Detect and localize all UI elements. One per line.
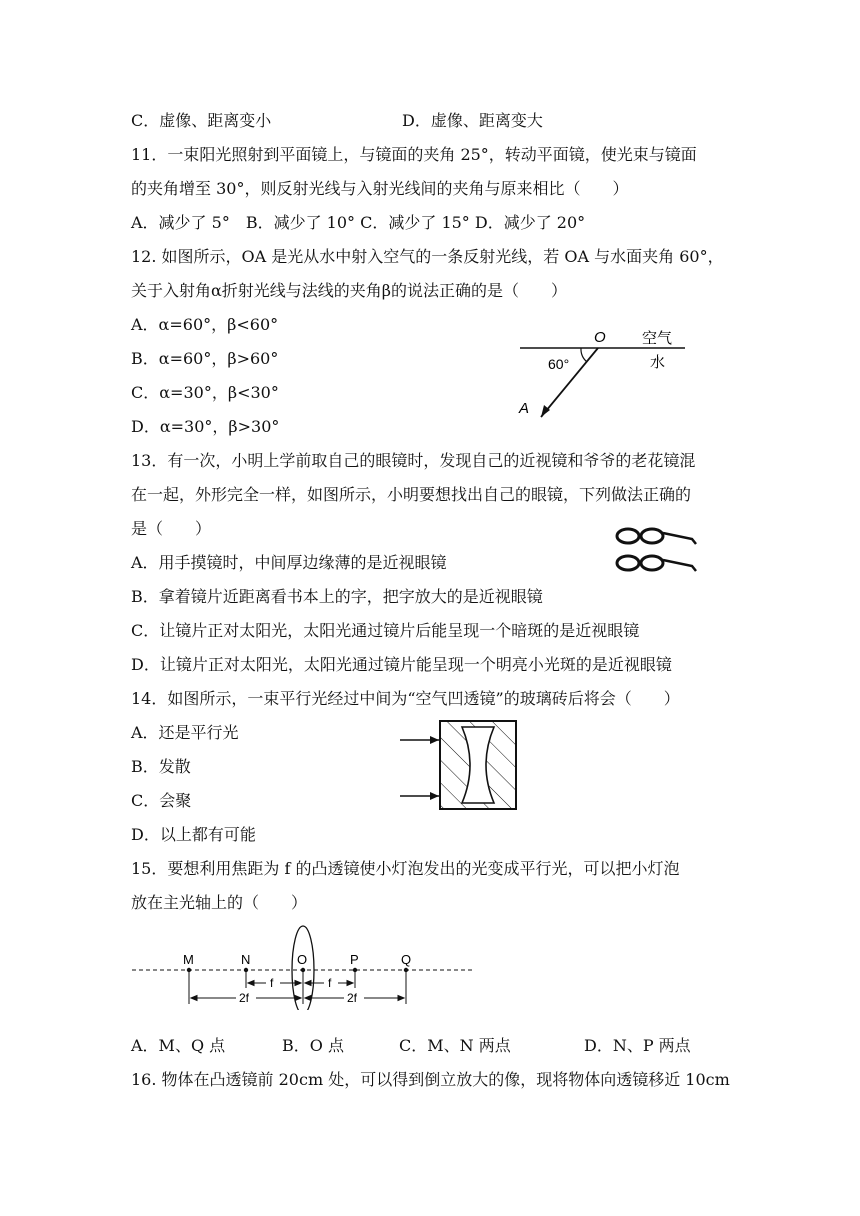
label-water: 水 <box>650 354 666 371</box>
label-o: O <box>297 952 308 967</box>
label-m: M <box>183 952 194 967</box>
ray-bottom-arrowhead <box>430 792 439 800</box>
q13-stem-line1: 13．有一次，小明上学前取自己的眼镜时，发现自己的近视镜和爷爷的老花镜混 <box>131 451 696 470</box>
q12-refraction-figure <box>515 322 690 422</box>
label-p: P <box>350 952 359 967</box>
q13-stem-line3: 是（ ） <box>131 519 212 538</box>
glasses-top-icon <box>617 529 696 544</box>
q13-option-b: B．拿着镜片近距离看书本上的字，把字放大的是近视眼镜 <box>131 587 543 606</box>
label-n: N <box>241 952 251 967</box>
label-2f-left: 2f <box>239 991 250 1005</box>
q11-stem-line2: 的夹角增至 30°，则反射光线与入射光线间的夹角与原来相比（ ） <box>131 179 629 198</box>
label-o: O <box>594 329 606 346</box>
label-f-left: f <box>270 976 274 990</box>
point-o <box>301 968 305 972</box>
point-p <box>353 968 357 972</box>
q14-option-a: A．还是平行光 <box>131 723 239 742</box>
point-n <box>244 968 248 972</box>
q13-stem-line2: 在一起，外形完全一样，如图所示，小明要想找出自己的眼镜，下列做法正确的 <box>131 485 692 504</box>
point-m <box>187 968 191 972</box>
q12-option-b: B．α=60°，β>60° <box>131 349 279 368</box>
ray-top-arrowhead <box>430 736 439 744</box>
q15-option-d: D．N、P 两点 <box>584 1036 691 1055</box>
label-2f-right: 2f <box>347 991 358 1005</box>
q13-option-d: D．让镜片正对太阳光，太阳光通过镜片能呈现一个明亮小光斑的是近视眼镜 <box>131 655 672 674</box>
q12-option-d: D．α=30°，β>30° <box>131 417 280 436</box>
q14-stem-line1: 14．如图所示，一束平行光经过中间为“空气凹透镜”的玻璃砖后将会（ ） <box>131 689 680 708</box>
q12-stem-line1: 12. 如图所示，OA 是光从水中射入空气的一条反射光线，若 OA 与水面夹角 60°， <box>131 247 724 266</box>
q10-option-d: D．虚像、距离变大 <box>402 111 543 130</box>
q12-option-c: C．α=30°，β<30° <box>131 383 279 402</box>
label-air: 空气 <box>642 330 673 347</box>
q14-option-b: B．发散 <box>131 757 191 776</box>
q15-option-b: B．O 点 <box>282 1036 344 1055</box>
q14-option-c: C．会聚 <box>131 791 192 810</box>
label-60-degrees: 60° <box>548 356 570 372</box>
q13-glasses-figure <box>612 522 698 580</box>
q10-option-c: C．虚像、距离变小 <box>131 111 272 130</box>
glasses-bottom-icon <box>617 556 696 571</box>
label-a: A <box>519 400 530 417</box>
point-q <box>404 968 408 972</box>
q11-stem-line1: 11．一束阳光照射到平面镜上，与镜面的夹角 25°，转动平面镜，使光束与镜面 <box>131 145 697 164</box>
q15-option-c: C．M、N 两点 <box>399 1036 511 1055</box>
q13-option-c: C．让镜片正对太阳光，太阳光通过镜片后能呈现一个暗斑的是近视眼镜 <box>131 621 640 640</box>
q15-stem-line2: 放在主光轴上的（ ） <box>131 893 308 912</box>
q15-option-a: A．M、Q 点 <box>131 1036 226 1055</box>
label-q: Q <box>401 952 412 967</box>
q13-option-a: A．用手摸镜时，中间厚边缘薄的是近视眼镜 <box>131 553 447 572</box>
q14-option-d: D．以上都有可能 <box>131 825 256 844</box>
q14-glass-brick-figure <box>398 718 520 812</box>
q15-lens-axis-figure <box>128 922 478 1010</box>
q15-stem-line1: 15．要想利用焦距为 f 的凸透镜使小灯泡发出的光变成平行光，可以把小灯泡 <box>131 859 680 878</box>
q16-stem-line1: 16. 物体在凸透镜前 20cm 处，可以得到倒立放大的像，现将物体向透镜移近 10cm <box>131 1070 730 1089</box>
q12-option-a: A．α=60°，β<60° <box>131 315 279 334</box>
label-f-right: f <box>328 976 332 990</box>
q11-options: A．减少了 5° B．减少了 10° C．减少了 15° D．减少了 20° <box>131 213 586 232</box>
angle-arc <box>581 348 587 362</box>
q12-stem-line2: 关于入射角α折射光线与法线的夹角β的说法正确的是（ ） <box>131 281 568 300</box>
axis-points <box>187 968 408 972</box>
